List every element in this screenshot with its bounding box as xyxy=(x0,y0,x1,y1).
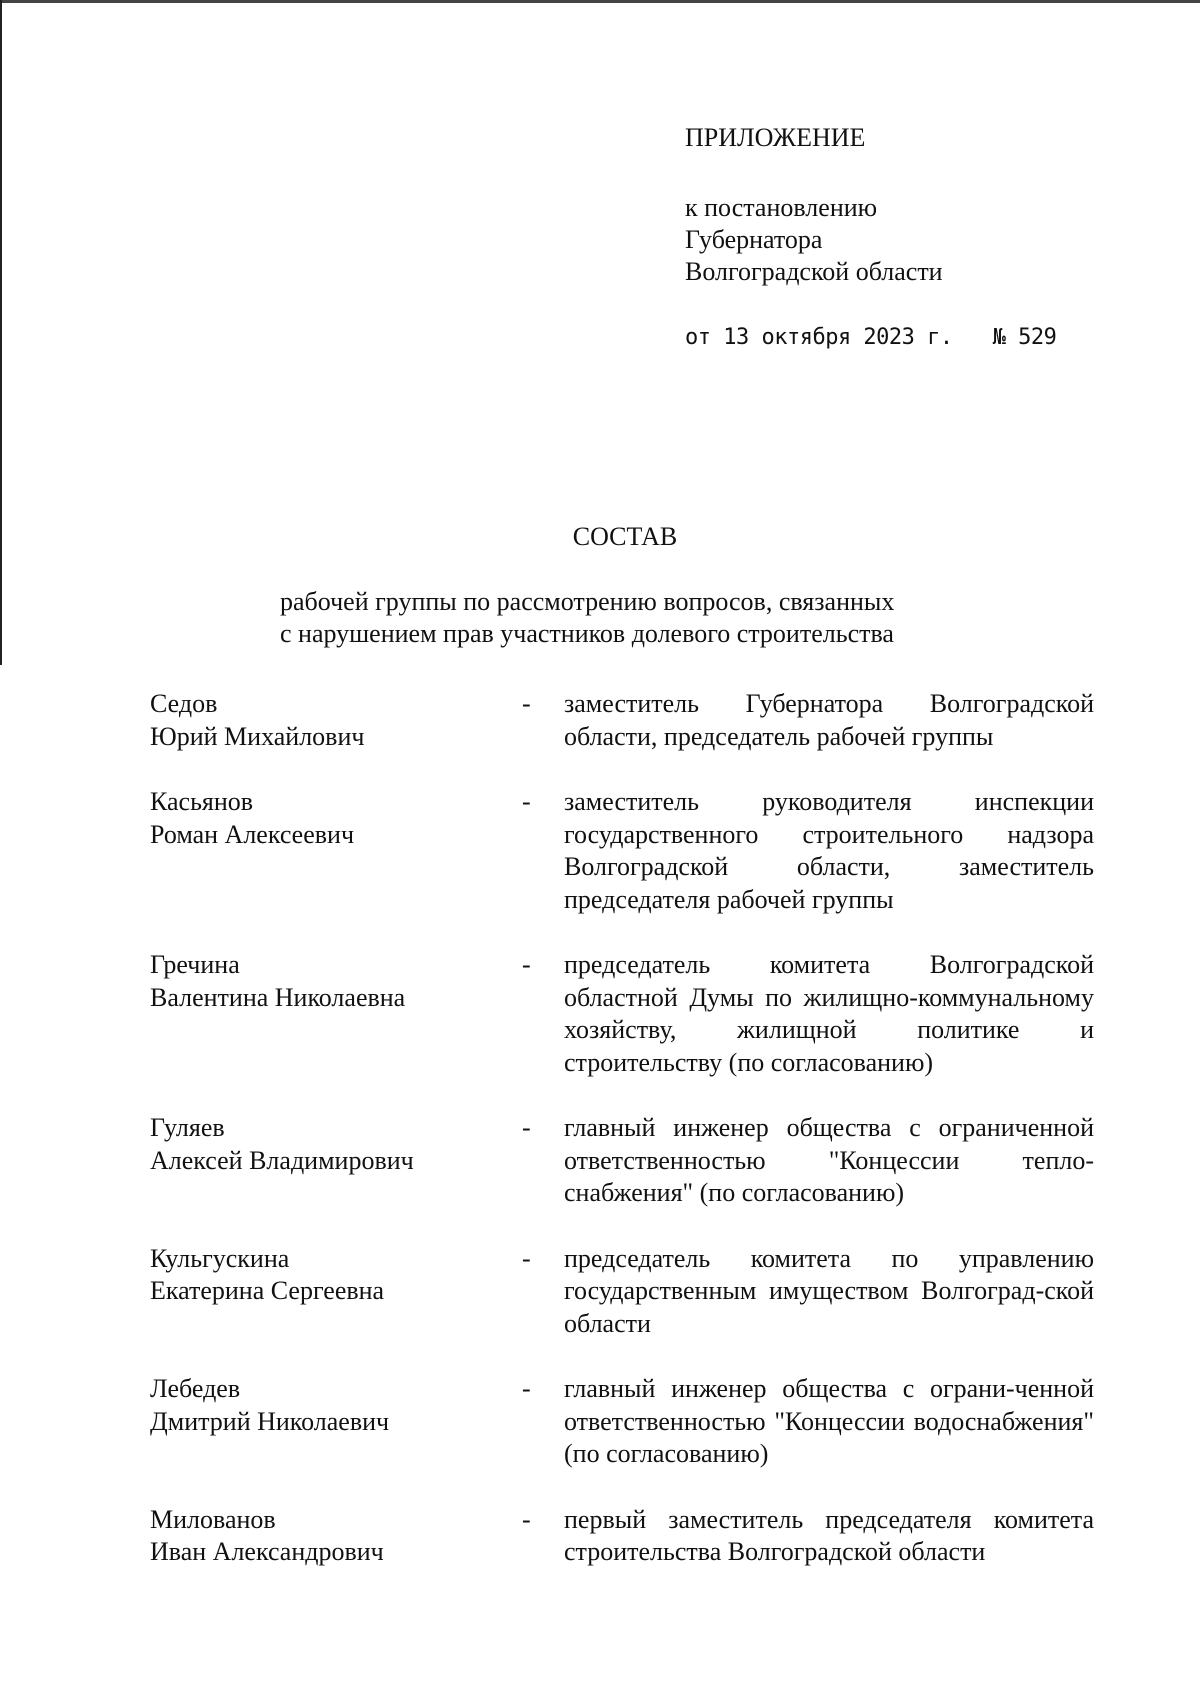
member-given-name: Юрий Михайлович xyxy=(150,721,365,751)
member-dash: - xyxy=(522,787,531,816)
member-given-name: Дмитрий Николаевич xyxy=(150,1406,390,1436)
member-role: председатель комитета Волгоградской областной Думы по жилищно-коммунальному хозяйству, жилищной политике и строительству (по согласованию) xyxy=(564,950,1094,1077)
member-surname: Кульгускина xyxy=(150,1243,290,1273)
document-subtitle xyxy=(280,586,894,650)
scan-edge-top xyxy=(0,0,1200,3)
member-dash: - xyxy=(522,1374,531,1403)
member-given-name: Роман Алексеевич xyxy=(150,819,355,849)
member-name xyxy=(150,949,522,1079)
member-surname: Касьянов xyxy=(150,787,254,816)
member-given-name: Алексей Владимирович xyxy=(150,1145,414,1175)
appendix-ref-line: Губернатора xyxy=(685,225,823,254)
member-dash: - xyxy=(522,689,531,718)
member-dash: - xyxy=(522,1504,531,1534)
member-surname: Гуляев xyxy=(150,1113,225,1142)
member-role: первый заместитель председателя комитета строительства Волгоградской области xyxy=(564,1504,1094,1566)
member-dash: - xyxy=(522,950,531,979)
member-name xyxy=(150,1112,522,1210)
member-name xyxy=(150,1243,522,1341)
appendix-ref-line: Волгоградской области xyxy=(685,257,943,286)
member-dash: - xyxy=(522,1243,531,1273)
member-surname: Лебедев xyxy=(150,1374,241,1403)
member-row xyxy=(150,786,1095,916)
member-given-name: Екатерина Сергеевна xyxy=(150,1276,385,1305)
member-row xyxy=(150,1243,1095,1341)
member-name xyxy=(150,1373,522,1471)
member-dash: - xyxy=(522,1113,531,1142)
appendix-title: ПРИЛОЖЕНИЕ xyxy=(685,123,866,152)
member-surname: Седов xyxy=(150,689,218,718)
member-role: главный инженер общества с ограниченной ответственностью "Концессии тепло-снабжения" (по согласованию) xyxy=(564,1113,1094,1207)
member-role: заместитель Губернатора Волгоградской области, председатель рабочей группы xyxy=(564,689,1094,751)
decree-date: от 13 октября 2023 г. xyxy=(685,325,953,350)
scan-edge-left xyxy=(0,0,2,665)
subtitle-line: с нарушением прав участников долевого строительства xyxy=(280,619,894,648)
member-surname: Милованов xyxy=(150,1504,276,1534)
member-given-name: Иван Александрович xyxy=(150,1537,384,1566)
document-heading: СОСТАВ xyxy=(572,522,678,551)
member-given-name: Валентина Николаевна xyxy=(150,982,406,1012)
member-row xyxy=(150,1504,1095,1569)
member-row xyxy=(150,688,1095,753)
member-surname: Гречина xyxy=(150,950,240,979)
decree-number: № 529 xyxy=(992,325,1057,350)
member-row xyxy=(150,949,1095,1079)
subtitle-line: рабочей группы по рассмотрению вопросов, связанных xyxy=(280,587,895,616)
member-name xyxy=(150,786,522,916)
member-row xyxy=(150,1373,1095,1471)
member-row xyxy=(150,1112,1095,1210)
member-name xyxy=(150,688,522,753)
member-role: главный инженер общества с ограни-ченной ответственностью "Концессии водоснабжения" (по согласованию) xyxy=(564,1374,1094,1468)
appendix-ref-line: к постановлению xyxy=(685,193,878,222)
member-role: заместитель руководителя инспекции государственного строительного надзора Волгоградской области, заместитель председателя рабочей группы xyxy=(564,787,1094,914)
appendix-block xyxy=(685,122,1056,354)
members-list xyxy=(150,688,1095,1569)
decree-date-line xyxy=(685,322,1056,354)
member-name xyxy=(150,1504,522,1569)
member-role: председатель комитета по управлению государственным имуществом Волгоград-ской области xyxy=(564,1243,1094,1338)
